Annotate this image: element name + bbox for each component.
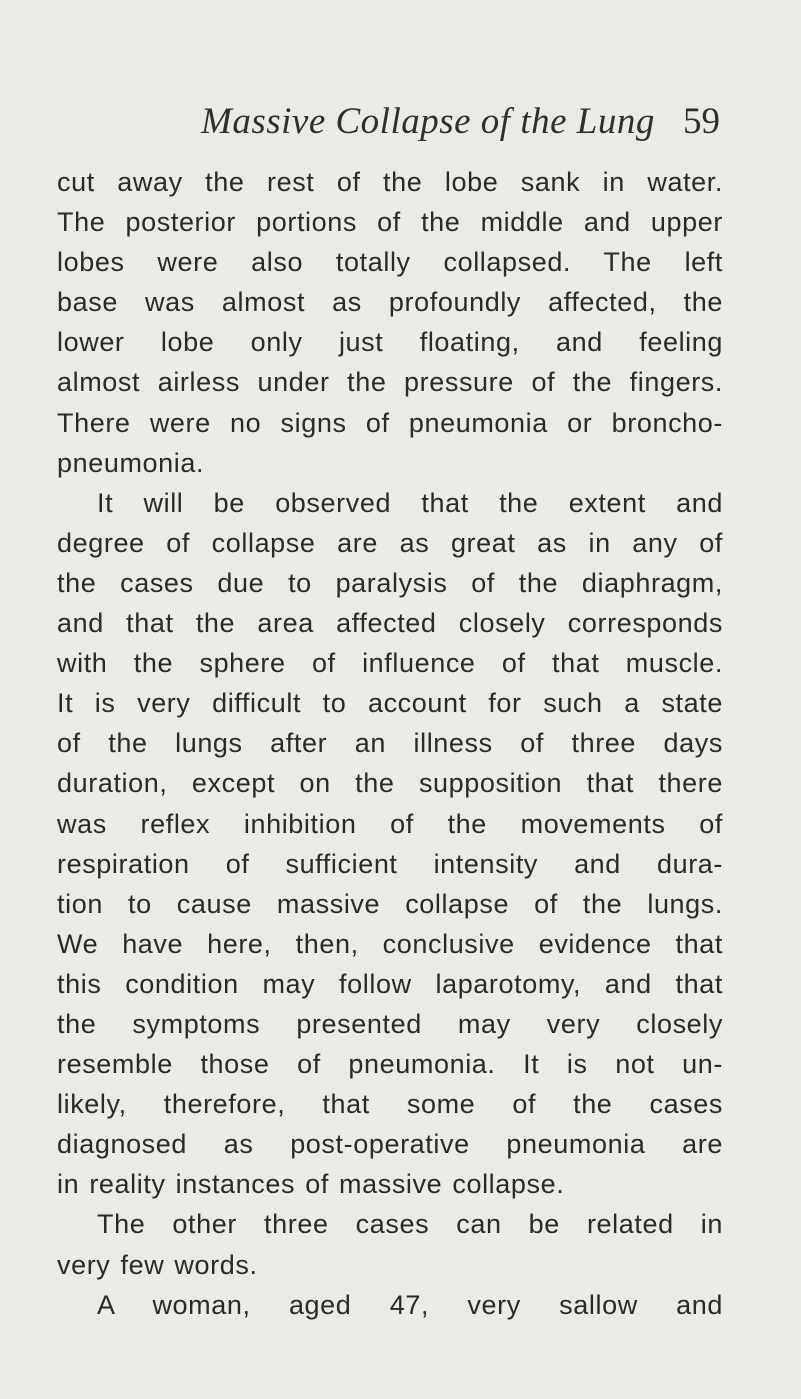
text-line: It is very difficult to account for such a state xyxy=(57,688,723,719)
text-line: pneumonia. xyxy=(57,447,205,478)
text-line: resemble those of pneumonia. It is not un- xyxy=(57,1049,723,1080)
text-line: We have here, then, conclusive evidence that xyxy=(57,928,723,959)
text-line: with the sphere of influence of that muscle. xyxy=(57,648,723,679)
text-line: There were no signs of pneumonia or broncho- xyxy=(57,407,723,438)
running-head xyxy=(0,100,801,150)
text-line: tion to cause massive collapse of the lungs. xyxy=(57,888,723,919)
text-line: lobes were also totally collapsed. The left xyxy=(57,247,723,278)
text-line: lower lobe only just floating, and feeling xyxy=(57,327,723,358)
text-line: the symptoms presented may very closely xyxy=(57,1008,723,1039)
text-line: likely, therefore, that some of the cases xyxy=(57,1089,723,1120)
text-line: in reality instances of massive collapse. xyxy=(57,1169,565,1200)
text-line: The other three cases can be related in xyxy=(97,1209,723,1240)
running-title: Massive Collapse of the Lung xyxy=(201,101,655,142)
text-line: very few words. xyxy=(57,1249,258,1280)
text-line: base was almost as profoundly affected, the xyxy=(57,287,723,318)
text-line: and that the area affected closely corresponds xyxy=(57,608,723,639)
body-text xyxy=(57,162,723,1325)
text-line: diagnosed as post-operative pneumonia are xyxy=(57,1129,723,1160)
text-line: degree of collapse are as great as in any of xyxy=(57,527,723,558)
page-number: 59 xyxy=(683,101,720,142)
text-line: cut away the rest of the lobe sank in water. xyxy=(57,167,723,197)
text-line: duration, except on the supposition that there xyxy=(57,768,723,799)
text-line: of the lungs after an illness of three days xyxy=(57,728,723,759)
text-line: respiration of sufficient intensity and dura- xyxy=(57,848,723,879)
text-line: almost airless under the pressure of the fingers. xyxy=(57,367,723,398)
text-line: the cases due to paralysis of the diaphragm, xyxy=(57,567,723,598)
text-line: The posterior portions of the middle and upper xyxy=(57,207,723,238)
text-line: this condition may follow laparotomy, and that xyxy=(57,968,723,999)
text-line: It will be observed that the extent and xyxy=(97,487,723,518)
text-line: A woman, aged 47, very sallow and xyxy=(97,1289,723,1320)
text-line: was reflex inhibition of the movements of xyxy=(57,808,723,839)
